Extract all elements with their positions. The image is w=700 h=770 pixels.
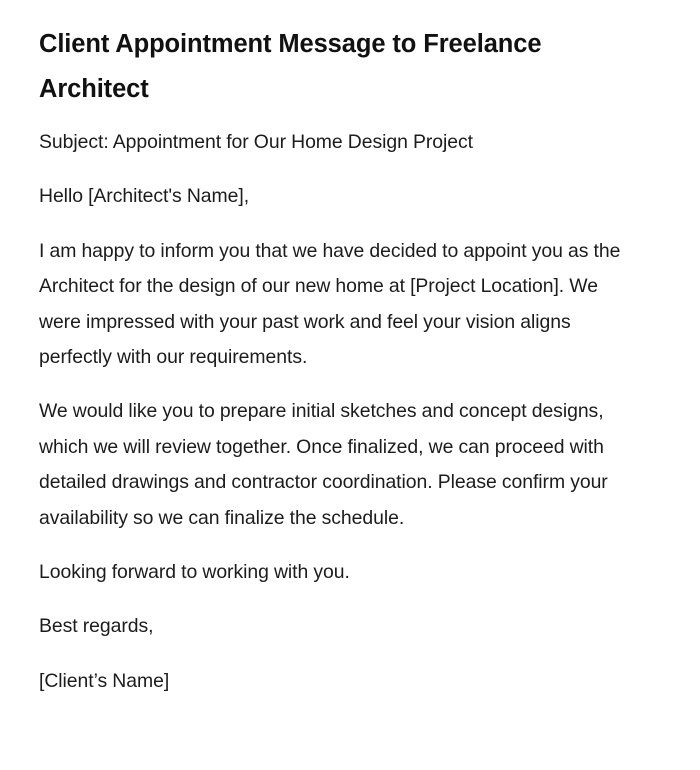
sign-off: Best regards, <box>39 615 154 638</box>
document-body <box>39 125 630 699</box>
subject-line: Subject: Appointment for Our Home Design Project <box>39 131 473 153</box>
body-paragraph-1: I am happy to inform you that we have decided to appoint you as the Architect for the design of our new home at [Project Location]. We were impressed with your past work and feel your vision aligns perfectly with our requirements. <box>39 239 621 369</box>
salutation: Hello [Architect's Name], <box>39 185 250 208</box>
closing-line: Looking forward to working with you. <box>39 561 350 584</box>
body-paragraph-2: We would like you to prepare initial sketches and concept designs, which we will review together. Once finalized, we can proceed with detailed drawings and contractor coordination. Please confirm your availability so we can finalize the schedule. <box>39 400 608 529</box>
page-title: Client Appointment Message to Freelance Architect <box>39 30 542 103</box>
signature-name: [Client’s Name] <box>39 669 170 692</box>
